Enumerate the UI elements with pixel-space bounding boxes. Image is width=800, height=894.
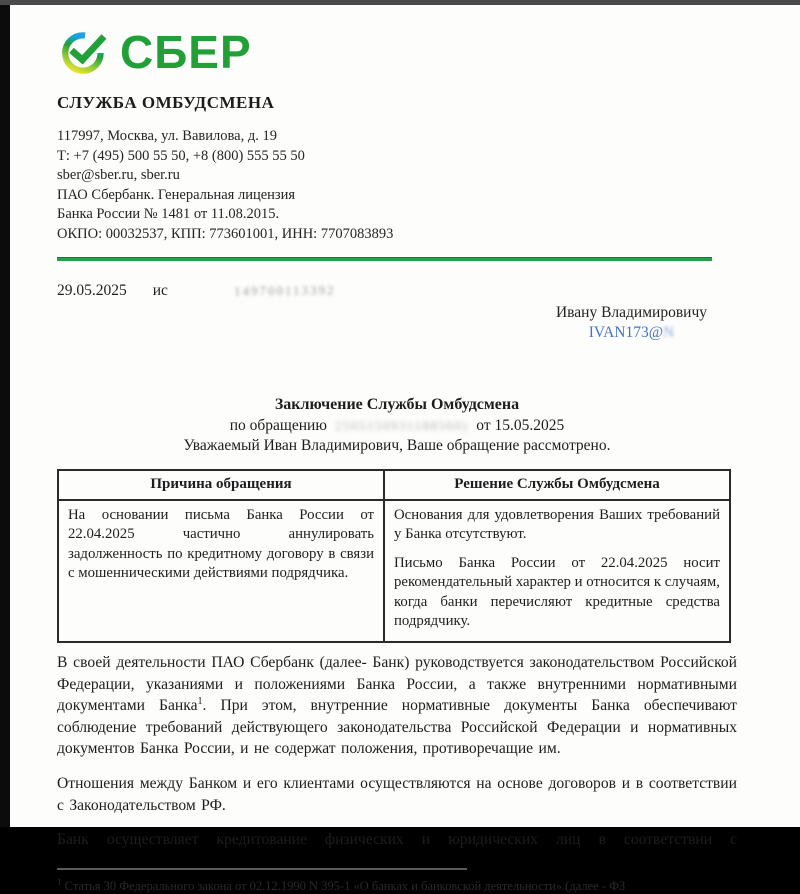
footnote-marker-ref: 1 — [197, 696, 203, 708]
table-body-row — [58, 500, 730, 643]
subtitle-date: от 15.05.2025 — [476, 416, 565, 434]
body-paragraph-3: Банк осуществляет кредитование физических и юридических лиц в соответствии с — [57, 831, 737, 849]
decision-paragraph-2: Письмо Банка России от 22.04.2025 носит рекомендательный характер и относится к случаям, когда банки перечисляют кредитные средства подрядчику. — [394, 554, 720, 630]
footnote-text-row — [57, 874, 737, 894]
greeting-line: Уважаемый Иван Владимирович, Ваше обращение рассмотрено. — [183, 437, 611, 454]
reason-text: На основании письма Банка России от 22.04.2025 частично аннулировать задолженность по кредитному договору в связи с мошенническими действиями подрядчика. — [68, 506, 374, 582]
body-paragraph-2: Отношения между Банком и его клиентами осуществляются на основе договоров и в соответствии с Законодательством РФ. — [57, 775, 737, 814]
decision-paragraph-1: Основания для удовлетворения Ваших требований у Банка отсутствуют. — [394, 506, 720, 543]
scan-edge-left — [0, 0, 10, 827]
contact-license-2: Банка России № 1481 от 11.08.2015. — [57, 206, 280, 222]
recipient-email-redacted: N — [663, 324, 675, 341]
redacted-ref-number: 149700113392 — [233, 282, 336, 299]
sber-logo-wordmark: СБЕР — [120, 26, 252, 78]
subtitle-prefix: по обращению — [229, 416, 327, 434]
reason-cell — [58, 500, 384, 643]
contact-license-1: ПАО Сбербанк. Генеральная лицензия — [57, 186, 296, 203]
body-text — [57, 652, 737, 851]
sber-check-icon — [60, 27, 110, 77]
redacted-case-number: 2505150931188560) — [334, 417, 469, 433]
contact-phones: Т: +7 (495) 500 55 50, +8 (800) 555 55 50 — [57, 147, 305, 164]
recipient-block — [556, 303, 707, 343]
table-header-row — [58, 470, 730, 500]
body-paragraph-1 — [57, 652, 737, 760]
sber-logo — [60, 27, 737, 77]
footnote-text: Статья 30 Федерального закона от 02.12.1990 N 395-1 «О банках и банковской деятельности» (далее - ФЗ — [64, 878, 626, 893]
contact-address: 117997, Москва, ул. Вавилова, д. 19 — [57, 128, 277, 144]
contact-email-site: sber@sber.ru, sber.ru — [57, 167, 180, 183]
title-block — [57, 395, 737, 457]
column-header-reason: Причина обращения — [58, 470, 384, 500]
department-title: СЛУЖБА ОМБУДСМЕНА — [57, 93, 275, 112]
contact-codes: ОКПО: 00032537, КПП: 773601001, ИНН: 7707083893 — [57, 225, 394, 242]
letter-date: 29.05.2025 — [57, 282, 127, 299]
date-ref-row — [57, 282, 737, 302]
green-divider — [57, 257, 712, 261]
body-p1-continuation: . При этом, внутренние нормативные документы Банка обеспечивают соблюдение требований действующего законодательства Российской Федерации и нормативных документов Банка России, и не содержат положения, противоречащие им. — [57, 697, 737, 758]
scan-edge-top — [0, 0, 800, 5]
decision-cell — [384, 500, 730, 643]
footnote-marker: 1 — [57, 876, 62, 887]
column-header-decision: Решение Службы Омбудсмена — [384, 470, 730, 500]
body-p1-text: В своей деятельности ПАО Сбербанк (далее- Банк) руководствуется законодательством Российской Федерации, указаниями и положениями Банка России, а также внутренними нормативными документами Банка — [57, 654, 737, 715]
decision-table — [57, 469, 731, 644]
recipient-email-link[interactable]: IVAN173@ — [588, 324, 664, 341]
recipient-name: Ивану Владимировичу — [555, 304, 707, 321]
footnote-divider — [57, 868, 467, 870]
letter-title: Заключение Службы Омбудсмена — [274, 396, 520, 413]
ref-prefix: ис — [152, 282, 168, 299]
contact-block — [57, 127, 737, 244]
letter-subtitle — [57, 416, 737, 437]
